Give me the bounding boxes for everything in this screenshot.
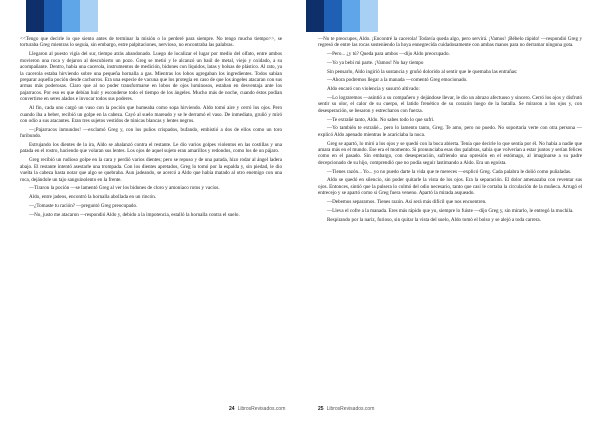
color-block-1 (306, 0, 324, 32)
color-block-4 (80, 0, 98, 32)
paragraph: Llegaron al puesto vigía del sur, tiempo atrás abandonado. Luego de localizar el lugar por medio del olfato, entre ambos movieron una roca y dejaron al descubierto un pozo. Greg se metió y le alcanzó un baúl de metal, viejo y oxidado, a su acompañante. Dentro, había una cacerola, instrumentos de medición, bidones con líquidos, latas y bolsas de plástico. Al rato, ya la cacerola estaba hirviendo sobre una pequeña hornalla a gas. Mientras los lobos agregaban los ingredientes. Todos sabían preparar aquella poción desde cachorros. Era una especie de vacuna que los protegía en caso de que los ángeles atacaran con sus armas más poderosas. Claro que al no poder transformarse en lobos de ojos luminosos, estaban en desventaja ante los pajarracos. Por eso es que debían huir y esconderse todo el tiempo de los ángeles. Mucho más de noche, cuando éstos podían convertirse en seres alados e invocar todos sus poderes. (20, 51, 282, 103)
paragraph: —Tiraron la poción —se lamentó Greg al ver los bidones de cloro y amoniaco rotos y vacíos. (29, 185, 220, 192)
site-name: LibrosRevisados.com (326, 406, 375, 412)
decorative-color-strip (26, 0, 98, 32)
page-footer (229, 406, 285, 412)
color-block-2 (44, 0, 62, 32)
paragraph: Aldo encaró con violencia y susurró altivado: (327, 86, 420, 93)
color-block-2 (324, 0, 342, 32)
paragraph: <<Tengo que decirle lo que siento antes de terminar la misión o lo perderé para siempre. No tengo mucho tiempo>>, se torturaba Greg mientras lo seguía, sin embargo, estre palpitaciones, nervioso, no encontraba las palabras. (20, 36, 282, 49)
color-block-1 (26, 0, 44, 32)
paragraph: Estrujando los dientes de la ira, Aldo se abalanzó contra el restante. Le dio varios golpes violentos en las costillas y una patada en el rostro, haciendo que volaran sus lentes. Los ojos de aquel sujeto eran amarillos y redondos, como los de un pájaro. (20, 141, 282, 155)
paragraph: —Debemos separarnos. Tienes razón. Así será más difícil que nos encuentren. (327, 199, 487, 206)
paragraph: —Lo lograremos —asintió a su compañero y dejándose llevar, le dio un abrazo afectuoso y sincero. Cerró los ojos y disfrutó sentir su olor, el calor de su cuerpo, el latido frenético de su corazón luego de la batalla. Se miraron a los ojos y, con desesperación, se besaron y estrecharon con fuerza. (318, 94, 582, 114)
left-page-text (20, 36, 282, 220)
paragraph: —Yo ya bebí mi parte. ¡Vamos! No hay tiempo (327, 59, 424, 66)
paragraph: Al fin, cada uno cargó un vaso con la poción que humeaba como sopa hirviendo. Aldo tomó aire y cerró los ojos. Pero cuando iba a beber, recibió un golpe en la cabeza. Cayó al suelo mareado y se le derramó el vaso. De inmediato, gruñó y miró con odio a sus atacantes. Eran tres sujetos vestidos de túnicas blancas y lentes negros. (20, 105, 282, 125)
right-page-text (318, 36, 582, 225)
paragraph: Greg se apartó, lo miró a los ojos y se quedó con la boca abierta. Tenía que decirle lo que sentía por él. No había a nadie que amara más en el mundo. Ese era el momento. Si pronunciaba esas dos palabras, sabía que volverían a estar juntos y serían felices como en el pasado. Sin embargo, con desesperación, sufriendo una opresión en el estómago, al imaginarse a su padre decepcionado de su hijo, comprendió que no podía seguir lastimando a Aldo. Era un egoísta. (318, 140, 582, 166)
page-footer (318, 406, 374, 412)
paragraph: Respirando por la nariz, furioso, sin quitar la vista del suelo, Aldo tomó el bolso y se alejó a toda carrera. (327, 216, 541, 223)
paragraph: Aldo se quedó en silencio, sin poder quitarle la vista de los ojos. Era la separación. El dolor amenazaba con reventar sus ojos. Entonces, sintió que la pulsera lo colmó del odio necesario, tanto que casi le cortaba la circulación de la muñeca. Arrugó el entrecejo y se apartó como si Greg fuera veneno. Apartó la mirada asqueado. (318, 177, 582, 197)
page-number: 24 (229, 406, 235, 412)
site-name: LibrosRevisados.com (237, 406, 286, 412)
paragraph: —¡Pajarracos inmundos! —exclamó Greg y, con los puños crispados, bufando, embistió a dos de ellos como un toro furibundo. (20, 126, 282, 140)
paragraph: —No te preocupes, Aldo. ¡Encontré la cacerola! Todavía queda algo, pero servirá. ¡Vamos! ¡Bébelo rápido! —respondió Greg y regresó de entre las rocas sosteniendo la hoya ennegrecida cuidadosamente con ambas manos para no derramar ninguna gota. (318, 36, 582, 49)
paragraph: —¿Tomaste tu ración? —preguntó Greg preocupado. (29, 202, 138, 209)
color-block-4 (360, 0, 378, 32)
decorative-color-strip (306, 0, 378, 32)
paragraph: —Ahora podremos llegar a la manada —comentó Greg emocionado. (327, 77, 468, 84)
paragraph: —Tienes razón... Yo... yo no puedo darte la vida que te mereces —explicó Greg. Cada palabra le dolió como puñaladas. (327, 168, 572, 175)
paragraph: —Te extrañé tanto, Aldo. No sabes todo lo que sufrí. (327, 116, 435, 123)
right-page (300, 0, 600, 424)
paragraph: —Pero... ¿y tú? Queda para ambos —dijo Aldo preocupado. (327, 51, 450, 58)
color-block-3 (62, 0, 80, 32)
page-number: 25 (318, 406, 324, 412)
paragraph: —Yo también te extrañé... pero lo lamento tanto, Greg. Te amo, pero no puedo. No soportaría verte con otra persona —explicó Aldo apenado mientras le acariciaba la nuca. (318, 125, 582, 138)
paragraph: Greg recibió un rudioso golpe en la cara y perdió varios dientes; pero se repuso y de una patada, hizo rodar al ángel ladera abajo. El restante intentó asestarle una trompada. Con los dientes apretados, Greg lo tomó por la espalda y, sin piedad, le dio vuelta la cabeza hasta notar que algo se quebraba. Aun jadeando, se acercó a Aldo que había matado al otro enemigo con una roca, dejándole un tajo sanguinolento en la frente. (20, 157, 282, 183)
paragraph: —No, justo me atacaron —respondió Aldo y, debido a la impotencia, estalló la hornalla contra el suelo. (29, 211, 240, 218)
paragraph: —Lleva el cofre a la manada. Eres más rápido que yo, siempre lo fuiste —dijo Greg y, sin mirarlo, le entregó la mochila. (327, 207, 574, 214)
paragraph: Sin pensarlo, Aldo ingirió la sustancia y gruñó dolorido al sentir que le quemaba las entrañas: (327, 68, 518, 75)
color-block-3 (342, 0, 360, 32)
paragraph: Aldo, entre jadeos, encontró la hornalla abollada en un rincón. (29, 194, 157, 201)
